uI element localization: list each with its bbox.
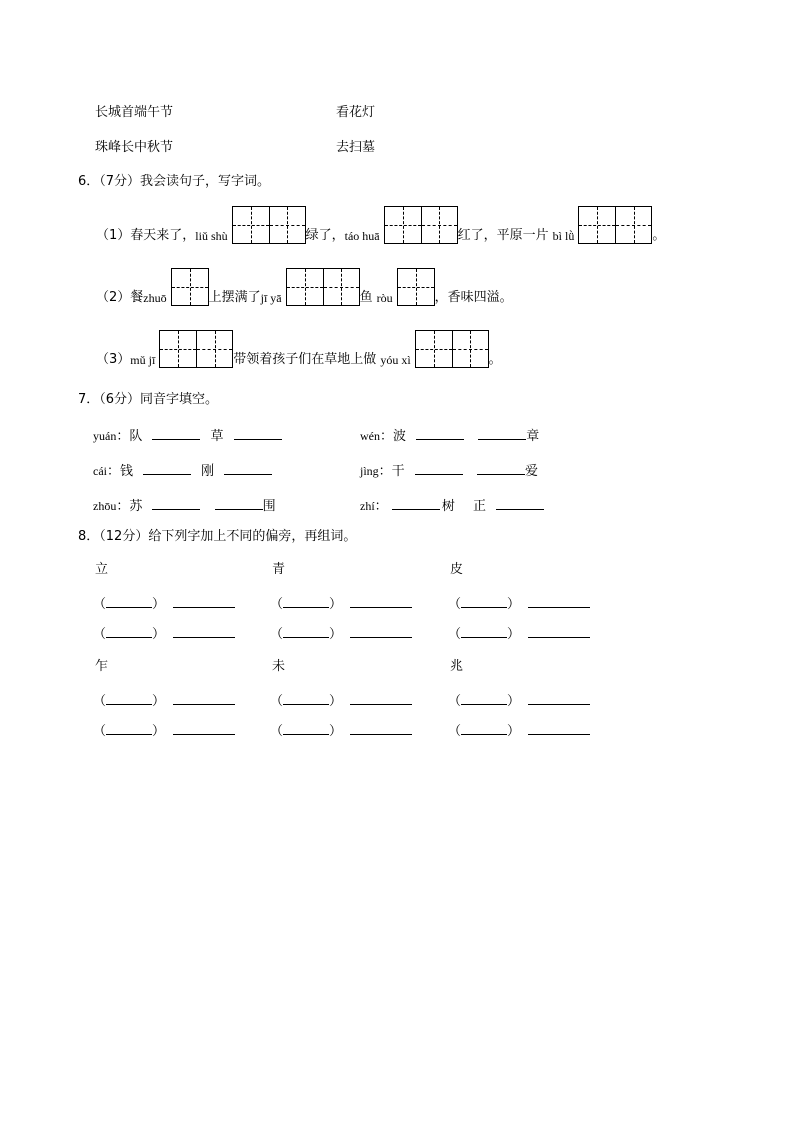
paren-close: ） (152, 597, 166, 612)
q7-row-2-left (93, 460, 272, 480)
paren-open: （ (93, 627, 107, 642)
q7-r2-right-word-c: 爱 (524, 464, 538, 479)
q7-r1-left-word-b: 草 (210, 429, 224, 444)
q6-s1-text-d: 。 (652, 228, 666, 243)
q6-s2-pinyin-1: zhuō (143, 291, 167, 305)
q8-answer-row (270, 623, 412, 643)
q6-s2-writing-boxes-2[interactable] (286, 268, 360, 306)
q8-word-blank[interactable] (528, 623, 590, 638)
q6-s2-text-b: 上摆满了 (208, 290, 261, 305)
q6-s3-writing-boxes-1[interactable] (159, 330, 233, 368)
q6-s1-writing-boxes-1[interactable] (232, 206, 306, 244)
q8-word-blank[interactable] (173, 720, 235, 735)
paren-close: ） (329, 627, 343, 642)
q7-r1-left-blank-1[interactable] (152, 425, 200, 440)
q8-answer-row (448, 623, 590, 643)
q6-s2-text-c: 鱼 (359, 290, 373, 305)
q7-r1-left-pinyin: yuán (93, 429, 117, 443)
q7-r1-left-blank-2[interactable] (234, 425, 282, 440)
paren-open: （ (448, 597, 462, 612)
q8-answer-row (448, 720, 590, 740)
paren-open: （ (93, 597, 107, 612)
paren-open: （ (448, 694, 462, 709)
q8-radical-blank[interactable] (283, 593, 329, 608)
q6-s1-text-a: （1）春天来了， (96, 228, 196, 243)
q6-s3-writing-boxes-2[interactable] (415, 330, 489, 368)
q7-r2-right-pinyin: jìng (360, 464, 379, 478)
q6-s1-pinyin-1: liǔ shù (195, 229, 228, 243)
q7-r3-left-word-c: 围 (262, 499, 276, 514)
paren-open: （ (270, 694, 284, 709)
match-left-1: 长城首端午节 (95, 105, 174, 120)
q6-s3-text-b: 带领着孩子们在草地上做 (233, 352, 377, 367)
q8-word-blank[interactable] (528, 593, 590, 608)
q8-radical-blank[interactable] (283, 623, 329, 638)
q7-r3-right-blank-1[interactable] (392, 495, 440, 510)
match-right-2: 去扫墓 (336, 140, 376, 155)
match-left-2: 珠峰长中秋节 (95, 140, 174, 155)
q8-radical-blank[interactable] (461, 623, 507, 638)
q8-answer-row (93, 720, 235, 740)
q7-r2-left-blank-1[interactable] (143, 460, 191, 475)
paren-open: （ (448, 724, 462, 739)
q8-title: 8．（12分）给下列字加上不同的偏旁，再组词。 (78, 529, 357, 544)
q8-answer-row (93, 690, 235, 710)
q8-word-blank[interactable] (528, 720, 590, 735)
q6-sentence-2 (96, 268, 513, 306)
q8-char-6: 兆 (450, 659, 464, 674)
q8-word-blank[interactable] (173, 623, 235, 638)
q8-answer-row (270, 690, 412, 710)
q8-radical-blank[interactable] (106, 690, 152, 705)
paren-close: ） (329, 724, 343, 739)
q7-r3-right-word-a: ： (374, 499, 388, 514)
q7-r2-left-pinyin: cái (93, 464, 107, 478)
paren-open: （ (270, 597, 284, 612)
q8-radical-blank[interactable] (283, 690, 329, 705)
q6-s3-pinyin-1: mǔ jī (130, 353, 156, 367)
q7-r3-left-blank-1[interactable] (152, 495, 200, 510)
q6-sentence-1 (96, 206, 665, 244)
q7-row-3-right (360, 495, 544, 515)
q6-s2-pinyin-2: jī yā (260, 291, 282, 305)
q7-r1-right-blank-1[interactable] (416, 425, 464, 440)
q7-r2-right-blank-1[interactable] (415, 460, 463, 475)
q8-char-1: 立 (95, 562, 109, 577)
q7-r1-right-word-a: ：波 (380, 429, 407, 444)
q6-s1-text-c: 红了，平原一片 (457, 228, 549, 243)
q7-title: 7．（6分）同音字填空。 (78, 392, 219, 407)
paren-close: ） (507, 724, 521, 739)
q6-s2-text-a: （2）餐 (96, 290, 144, 305)
q7-r3-right-word-b: 树 (441, 499, 455, 514)
q8-radical-blank[interactable] (461, 593, 507, 608)
paren-close: ） (152, 627, 166, 642)
paren-close: ） (152, 724, 166, 739)
q8-radical-blank[interactable] (461, 690, 507, 705)
q8-char-2: 青 (272, 562, 286, 577)
paren-open: （ (93, 724, 107, 739)
q7-r3-left-word-a: ：苏 (116, 499, 143, 514)
q6-s3-pinyin-2: yóu xì (380, 353, 411, 367)
paren-open: （ (270, 724, 284, 739)
q6-s2-writing-boxes-1[interactable] (171, 268, 209, 306)
q8-word-blank[interactable] (350, 720, 412, 735)
q8-answer-row (270, 720, 412, 740)
q8-char-4: 乍 (95, 659, 109, 674)
q8-answer-row (448, 690, 590, 710)
q6-s3-text-c: 。 (488, 352, 502, 367)
paren-close: ） (507, 597, 521, 612)
paren-open: （ (270, 627, 284, 642)
q8-word-blank[interactable] (350, 690, 412, 705)
q7-r3-right-blank-2[interactable] (496, 495, 544, 510)
q6-s3-text-a: （3） (96, 352, 131, 367)
q8-char-5: 未 (272, 659, 286, 674)
q6-s2-pinyin-3: ròu (376, 291, 393, 305)
q8-radical-blank[interactable] (106, 593, 152, 608)
paren-open: （ (448, 627, 462, 642)
q7-r2-left-blank-2[interactable] (224, 460, 272, 475)
q7-r1-right-pinyin: wén (360, 429, 380, 443)
q8-char-3: 皮 (450, 562, 464, 577)
q8-radical-blank[interactable] (106, 623, 152, 638)
q6-sentence-3 (96, 330, 502, 368)
q7-row-1-left (93, 425, 282, 445)
q8-word-blank[interactable] (173, 690, 235, 705)
q8-word-blank[interactable] (350, 623, 412, 638)
q7-row-2-right (360, 460, 538, 480)
q8-answer-row (448, 593, 590, 613)
q6-title: 6．（7分）我会读句子，写字词。 (78, 174, 271, 189)
q8-answer-row (93, 623, 235, 643)
paren-close: ） (329, 597, 343, 612)
q8-word-blank[interactable] (528, 690, 590, 705)
q8-answer-row (270, 593, 412, 613)
q7-r3-left-blank-2[interactable] (215, 495, 263, 510)
q8-radical-blank[interactable] (461, 720, 507, 735)
q7-r1-right-word-c: 章 (526, 429, 540, 444)
paren-close: ） (507, 627, 521, 642)
q6-s2-writing-boxes-3[interactable] (397, 268, 435, 306)
q6-s1-writing-boxes-2[interactable] (384, 206, 458, 244)
q8-radical-blank[interactable] (283, 720, 329, 735)
q8-radical-blank[interactable] (106, 720, 152, 735)
q6-s1-pinyin-3: bì lǜ (552, 229, 575, 243)
q7-r1-right-blank-2[interactable] (478, 425, 526, 440)
paren-close: ） (507, 694, 521, 709)
q7-r3-right-pinyin: zhí (360, 499, 375, 513)
paren-open: （ (93, 694, 107, 709)
q6-s2-text-d: ，香味四溢。 (434, 290, 513, 305)
q6-s1-pinyin-2: táo huā (344, 229, 380, 243)
q7-row-1-right (360, 425, 539, 445)
q7-row-3-left (93, 495, 276, 515)
q8-word-blank[interactable] (173, 593, 235, 608)
q7-r3-right-word-c: 正 (472, 499, 486, 514)
q8-word-blank[interactable] (350, 593, 412, 608)
q8-answer-row (93, 593, 235, 613)
q6-s1-text-b: 绿了， (305, 228, 345, 243)
paren-close: ） (329, 694, 343, 709)
q7-r2-right-blank-2[interactable] (477, 460, 525, 475)
q6-s1-writing-boxes-3[interactable] (578, 206, 652, 244)
q7-r2-left-word-a: ：钱 (107, 464, 134, 479)
paren-close: ） (152, 694, 166, 709)
q7-r2-left-word-b: 刚 (201, 464, 215, 479)
q7-r3-left-pinyin: zhōu (93, 499, 117, 513)
match-right-1: 看花灯 (336, 105, 376, 120)
q7-r2-right-word-a: ：干 (378, 464, 405, 479)
q7-r1-left-word-a: ：队 (116, 429, 143, 444)
